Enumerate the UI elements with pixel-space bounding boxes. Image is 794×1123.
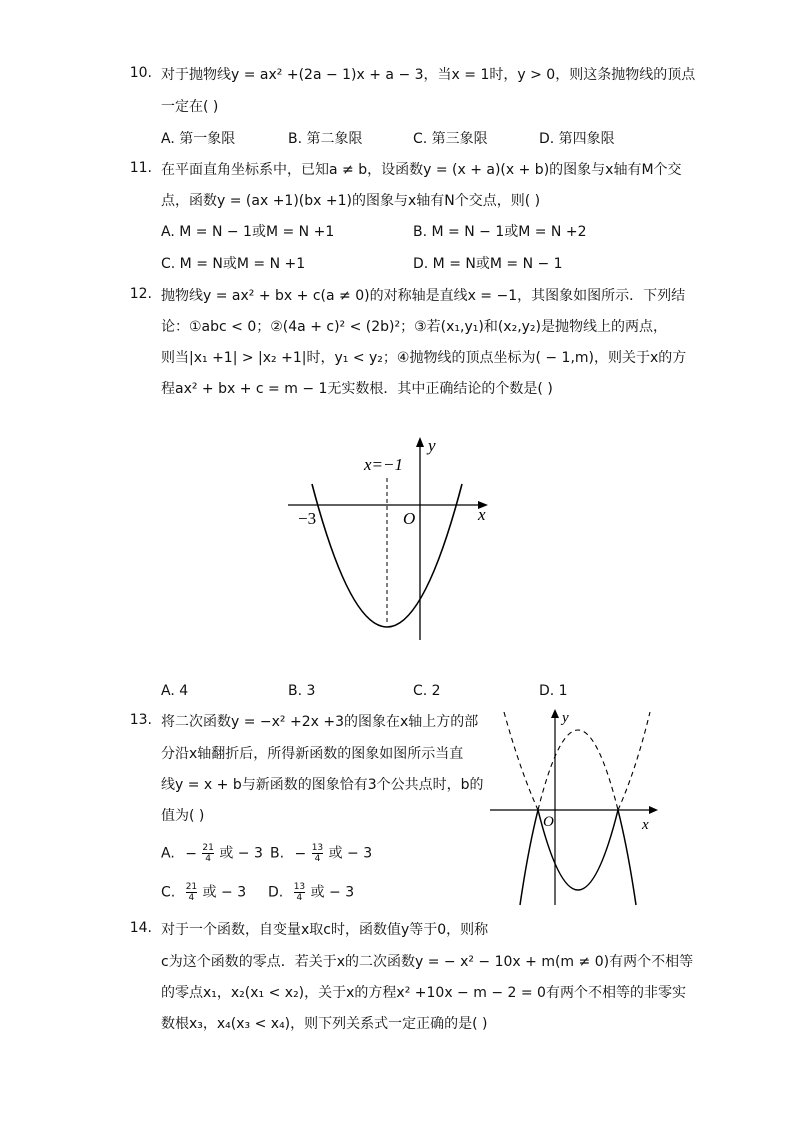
option-label: B. [270, 845, 285, 862]
option-d: D. M = N或M = N − 1 [413, 256, 563, 272]
fraction-numerator: 21 [202, 843, 214, 853]
question-text-line: 在平面直角坐标系中，已知a ≠ b，设函数y = (x + a)(x + b)的图象与x轴有M个交 [161, 162, 682, 178]
question-number: 10. [129, 65, 152, 81]
option-d: D. 1 [539, 683, 568, 699]
option-b: B. M = N − 1或M = N +2 [413, 224, 587, 240]
option-c: C. 第三象限 [413, 131, 488, 147]
dashed-outer-branch-right [618, 712, 650, 810]
option-minus: − [294, 845, 307, 862]
origin-label: O [403, 509, 416, 528]
option-minus: − [185, 845, 197, 862]
question-text-line: 一定在( ) [161, 99, 219, 115]
option-tail: 或 − 3 [310, 884, 355, 901]
fraction-numerator: 13 [293, 882, 306, 892]
question-text-line: 论：①abc < 0；②(4a + c)² < (2b)²；③若(x₁,y₁)和(x₂,y₂)是抛物线上的两点， [161, 319, 668, 335]
solid-branch-left [520, 810, 538, 905]
x-axis-label: x [642, 817, 649, 833]
option-a: A. M = N − 1或M = N +1 [161, 224, 335, 240]
fraction-denominator: 4 [186, 892, 197, 903]
origin-label: O [543, 814, 554, 830]
symmetry-line-label: x=−1 [364, 455, 403, 474]
question-text-line: 值为( ) [161, 808, 205, 824]
question-text-line: 则当|x₁ +1| > |x₂ +1|时，y₁ < y₂；④抛物线的顶点坐标为( − 1,m)，则关于x的方 [161, 350, 687, 366]
fraction-numerator: 13 [311, 843, 324, 853]
option-c: C. 2 [413, 683, 441, 699]
dashed-original-arc [538, 730, 618, 810]
question-text-line: c为这个函数的零点．若关于x的二次函数y = − x² − 10x + m(m ≠ 0)有两个不相等 [161, 954, 694, 970]
question-number: 11. [129, 160, 152, 176]
solid-branch-right [618, 810, 636, 905]
question-text-line: 抛物线y = ax² + bx + c(a ≠ 0)的对称轴是直线x = −1，其图象如图所示．下列结 [161, 288, 686, 304]
fraction-denominator: 4 [294, 892, 305, 903]
option-label: A. [161, 845, 175, 862]
question-number: 12. [129, 286, 152, 302]
question-text-line: 对于抛物线y = ax² +(2a − 1)x + a − 3，当x = 1时，y > 0，则这条抛物线的顶点 [161, 67, 696, 83]
question-text-line: 数根x₃，x₄(x₃ < x₄)，则下列关系式一定正确的是( ) [161, 1016, 488, 1032]
option-label: C. [161, 884, 176, 901]
option-b: B. 3 [288, 683, 316, 699]
fraction-denominator: 4 [312, 853, 323, 864]
question-text-line: 线y = x + b与新函数的图象恰有3个公共点时，b的 [161, 777, 484, 793]
fraction-denominator: 4 [202, 853, 213, 864]
option-b: B. 第二象限 [288, 131, 363, 147]
question-text-line: 程ax² + bx + c = m − 1无实数根．其中正确结论的个数是( ) [161, 381, 553, 397]
neg-three-label: −3 [298, 509, 317, 528]
question-number: 14. [129, 920, 152, 936]
y-axis-arrow [551, 709, 559, 718]
dashed-outer-branch-left [504, 712, 538, 810]
x-axis-label: x [478, 505, 486, 524]
option-c: C. M = N或M = N +1 [161, 256, 306, 272]
question-text-line: 的零点x₁，x₂(x₁ < x₂)，关于x的方程x² +10x − m − 2 = 0有两个不相等的非零实 [161, 985, 686, 1001]
fraction-numerator: 21 [185, 882, 198, 892]
option-tail: 或 − 3 [328, 845, 373, 862]
y-axis-label: y [428, 436, 436, 455]
question-number: 13. [129, 712, 152, 728]
option-d: D. 第四象限 [539, 131, 615, 147]
question-text-line: 将二次函数y = −x² +2x +3的图象在x轴上方的部 [161, 714, 479, 730]
option-a: A. 第一象限 [161, 131, 236, 147]
x-axis-arrow [649, 806, 658, 814]
question-text-line: 分沿x轴翻折后，所得新函数的图象如图所示当直 [161, 746, 464, 762]
question-text-line: 点，函数y = (ax +1)(bx +1)的图象与x轴有N个交点，则( ) [161, 193, 541, 209]
option-tail: 或 − 3 [202, 884, 247, 901]
option-tail: 或 − 3 [219, 845, 263, 862]
option-label: D. [268, 884, 284, 901]
y-axis-label: y [562, 710, 569, 726]
question-text-line: 对于一个函数，自变量x取c时，函数值y等于0，则称 [161, 922, 489, 938]
option-a: A. 4 [161, 683, 189, 699]
